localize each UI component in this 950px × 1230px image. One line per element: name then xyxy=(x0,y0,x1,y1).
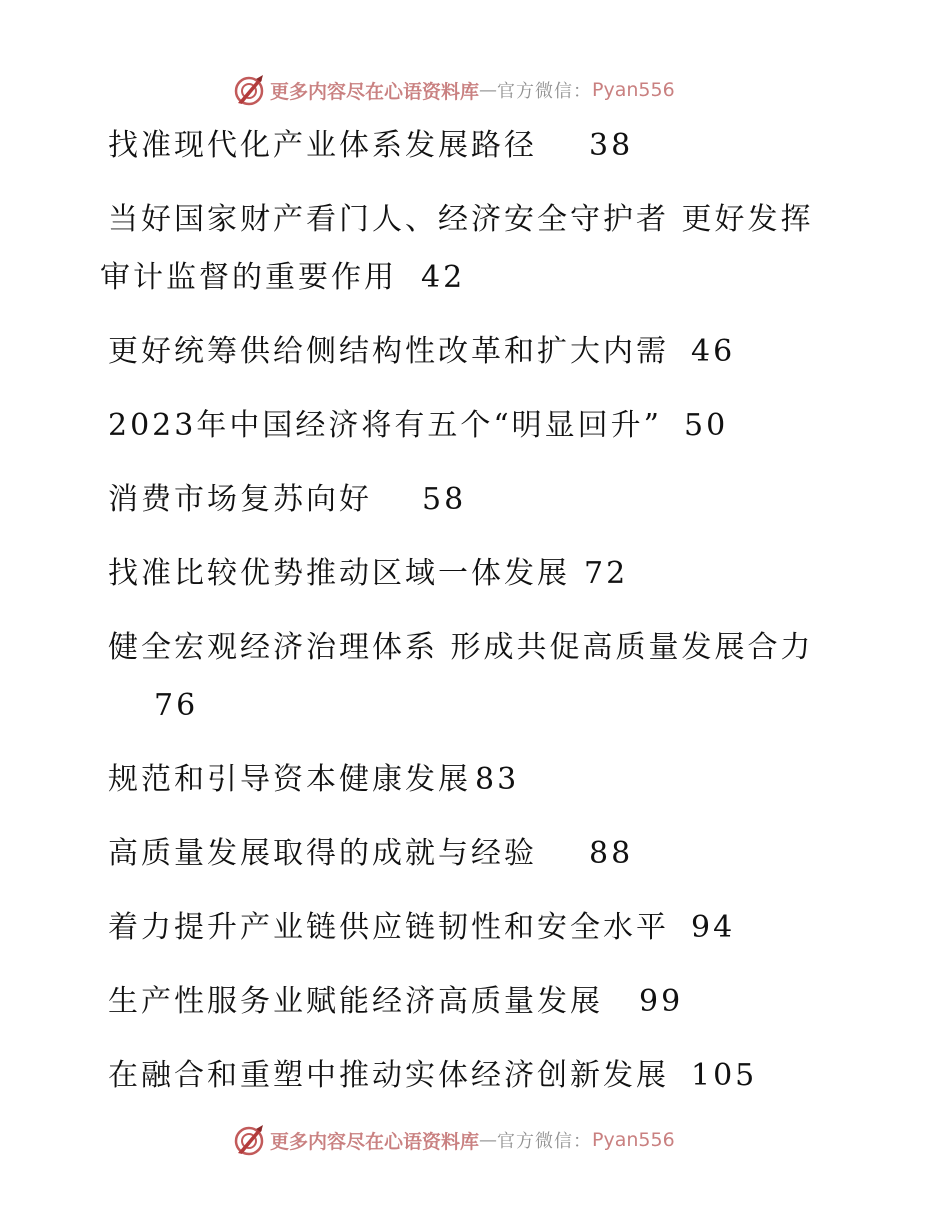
toc-entry-title: 生产性服务业赋能经济高质量发展 xyxy=(108,984,603,1019)
toc-entry-page: 76 xyxy=(154,688,199,723)
toc-entry-title: 健全宏观经济治理体系 形成共促高质量发展合力 xyxy=(108,630,814,665)
toc-entry xyxy=(108,762,519,798)
toc-entry-page: 94 xyxy=(691,910,736,945)
toc-entry-page: 58 xyxy=(422,482,467,517)
toc-entry-title: 当好国家财产看门人、经济安全守护者 更好发挥 xyxy=(108,202,814,237)
toc-entry xyxy=(108,556,628,592)
watermark-dash: — xyxy=(479,79,498,101)
toc-entry xyxy=(108,202,814,238)
toc-entry-title: 找准现代化产业体系发展路径 xyxy=(108,128,537,163)
toc-entry-page: 72 xyxy=(584,556,629,591)
watermark-contact-id: Pyan556 xyxy=(592,79,675,101)
toc-entry xyxy=(108,836,633,872)
toc-entry-title: 高质量发展取得的成就与经验 xyxy=(108,836,537,871)
toc-entry-title: 在融合和重塑中推动实体经济创新发展 xyxy=(108,1058,669,1093)
watermark-contact-id: Pyan556 xyxy=(592,1129,675,1151)
watermark-contact-label: 官方微信： xyxy=(497,1131,593,1152)
watermark-text: 更多内容尽在心语资料库 xyxy=(270,80,480,103)
toc-entry-title: 审计监督的重要作用 xyxy=(100,260,397,295)
watermark-contact-label: 官方微信： xyxy=(497,81,593,102)
toc-entry xyxy=(108,482,466,518)
toc-entry xyxy=(108,910,735,946)
quill-logo-icon xyxy=(232,1123,266,1157)
toc-entry-title: 更好统筹供给侧结构性改革和扩大内需 xyxy=(108,334,669,369)
toc-entry-continued xyxy=(154,688,198,724)
footer-watermark xyxy=(232,1122,675,1158)
toc-entry-title: 找准比较优势推动区域一体发展 xyxy=(108,556,570,591)
toc-entry-page: 38 xyxy=(589,128,634,163)
toc-entry xyxy=(108,1058,757,1094)
toc-entry-page: 88 xyxy=(589,836,634,871)
toc-entry-page: 105 xyxy=(691,1058,758,1093)
toc-entry xyxy=(108,408,728,444)
toc-entry-page: 50 xyxy=(684,408,729,443)
toc-entry xyxy=(108,630,814,666)
toc-entry-title: 消费市场复苏向好 xyxy=(108,482,372,517)
watermark-dash: — xyxy=(479,1129,498,1151)
toc-entry-title: 规范和引导资本健康发展 xyxy=(108,762,471,797)
toc-entry-page: 42 xyxy=(421,260,466,295)
watermark-text: 更多内容尽在心语资料库 xyxy=(270,1130,480,1153)
toc-entry-page: 83 xyxy=(475,762,520,797)
toc-entry xyxy=(108,128,633,164)
toc-entry-page: 46 xyxy=(691,334,736,369)
toc-entry xyxy=(108,984,683,1020)
toc-entry xyxy=(108,334,735,370)
toc-entry-page: 99 xyxy=(639,984,684,1019)
toc-entry-continued xyxy=(100,260,465,296)
toc-entry-title: 着力提升产业链供应链韧性和安全水平 xyxy=(108,910,669,945)
toc-entry-title: 2023年中国经济将有五个“明显回升” xyxy=(108,408,663,443)
